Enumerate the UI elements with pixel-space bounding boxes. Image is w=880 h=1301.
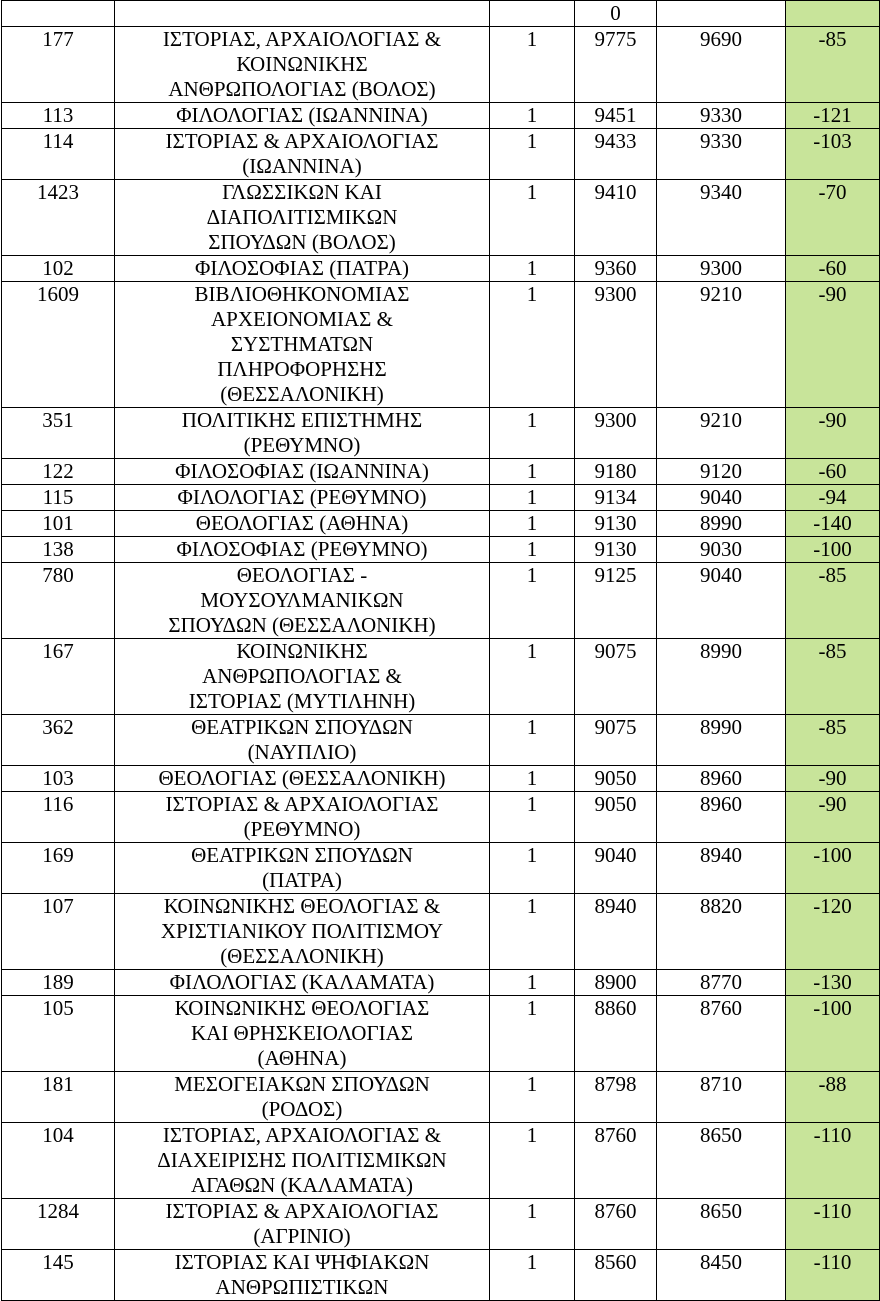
department-name-line: ΦΙΛΟΛΟΓΙΑΣ (ΡΕΘΥΜΝΟ) — [177, 485, 427, 509]
table-row — [2, 103, 880, 129]
current-score-cell: 8770 — [657, 970, 786, 996]
current-score-cell: 8990 — [657, 511, 786, 537]
score-difference-cell: -140 — [786, 511, 880, 537]
score-difference-cell: -90 — [786, 408, 880, 459]
department-name-cell — [115, 1072, 490, 1123]
table-row — [2, 563, 880, 639]
count-cell: 1 — [490, 1123, 575, 1199]
count-cell: 1 — [490, 1250, 575, 1301]
department-code-cell: 177 — [2, 27, 115, 103]
department-name-cell — [115, 459, 490, 485]
department-code-cell: 107 — [2, 894, 115, 970]
count-cell: 1 — [490, 459, 575, 485]
department-name-line: ΘΕΟΛΟΓΙΑΣ (ΘΕΣΣΑΛΟΝΙΚΗ) — [158, 766, 446, 790]
department-name-cell — [115, 639, 490, 715]
department-name-line: (ΘΕΣΣΑΛΟΝΙΚΗ) — [220, 382, 384, 406]
table-row — [2, 256, 880, 282]
department-name-line: ΜΕΣΟΓΕΙΑΚΩΝ ΣΠΟΥΔΩΝ — [174, 1072, 430, 1096]
department-name-line: (ΡΕΘΥΜΝΟ) — [243, 817, 361, 841]
score-difference-cell: -103 — [786, 129, 880, 180]
department-name-cell — [115, 843, 490, 894]
count-cell: 1 — [490, 843, 575, 894]
department-name-line: ΙΣΤΟΡΙΑΣ, ΑΡΧΑΙΟΛΟΓΙΑΣ & — [162, 1123, 442, 1147]
count-cell: 1 — [490, 27, 575, 103]
previous-score-cell: 8760 — [575, 1123, 657, 1199]
count-cell: 1 — [490, 511, 575, 537]
department-name-line: (ΙΩΑΝΝΙΝΑ) — [242, 154, 362, 178]
current-score-cell: 8760 — [657, 996, 786, 1072]
department-name-line: (ΘΕΣΣΑΛΟΝΙΚΗ) — [220, 944, 384, 968]
current-score-cell: 8710 — [657, 1072, 786, 1123]
score-difference-cell: -60 — [786, 256, 880, 282]
department-code-cell: 1423 — [2, 180, 115, 256]
table-row — [2, 843, 880, 894]
previous-score-cell: 9040 — [575, 843, 657, 894]
department-code-cell: 181 — [2, 1072, 115, 1123]
current-score-cell: 8450 — [657, 1250, 786, 1301]
department-code-cell: 1609 — [2, 282, 115, 408]
department-name-line: ΘΕΟΛΟΓΙΑΣ - — [236, 563, 368, 587]
department-name-cell — [115, 792, 490, 843]
previous-score-cell: 8860 — [575, 996, 657, 1072]
department-name-line: ΦΙΛΟΛΟΓΙΑΣ (ΚΑΛΑΜΑΤΑ) — [169, 970, 435, 994]
department-name-cell — [115, 180, 490, 256]
department-name-cell — [115, 1250, 490, 1301]
department-code-cell: 351 — [2, 408, 115, 459]
department-name-line: ΑΡΧΕΙΟΝΟΜΙΑΣ & — [211, 307, 393, 331]
department-name-cell — [115, 511, 490, 537]
score-difference-cell: -90 — [786, 792, 880, 843]
department-name-line: ΠΟΛΙΤΙΚΗΣ ΕΠΙΣΤΗΜΗΣ — [181, 408, 423, 432]
score-difference-cell: -88 — [786, 1072, 880, 1123]
department-name-line: ΦΙΛΟΣΟΦΙΑΣ (ΙΩΑΝΝΙΝΑ) — [175, 459, 429, 483]
header-cell-code — [2, 1, 115, 27]
score-difference-cell: -120 — [786, 894, 880, 970]
count-cell: 1 — [490, 996, 575, 1072]
current-score-cell: 9040 — [657, 485, 786, 511]
department-name-line: ΚΟΙΝΩΝΙΚΗΣ ΘΕΟΛΟΓΙΑΣ — [174, 996, 430, 1020]
score-difference-cell: -110 — [786, 1199, 880, 1250]
department-code-cell: 169 — [2, 843, 115, 894]
department-name-line: ΘΕΑΤΡΙΚΩΝ ΣΠΟΥΔΩΝ — [191, 843, 413, 867]
department-name-line: (ΑΘΗΝΑ) — [257, 1046, 347, 1070]
department-code-cell: 113 — [2, 103, 115, 129]
department-name-line: ΙΣΤΟΡΙΑΣ & ΑΡΧΑΙΟΛΟΓΙΑΣ — [165, 792, 439, 816]
department-name-line: ΙΣΤΟΡΙΑΣ, ΑΡΧΑΙΟΛΟΓΙΑΣ & — [162, 27, 442, 51]
table-row — [2, 639, 880, 715]
department-name-line: ΑΝΘΡΩΠΟΛΟΓΙΑΣ & — [202, 664, 402, 688]
previous-score-cell: 9360 — [575, 256, 657, 282]
department-name-line: (ΡΟΔΟΣ) — [261, 1097, 343, 1121]
previous-score-cell: 8940 — [575, 894, 657, 970]
table-row — [2, 766, 880, 792]
department-name-cell — [115, 715, 490, 766]
table-row — [2, 485, 880, 511]
department-name-line: (ΝΑΥΠΛΙΟ) — [247, 740, 357, 764]
score-difference-cell: -121 — [786, 103, 880, 129]
score-difference-cell: -110 — [786, 1250, 880, 1301]
count-cell: 1 — [490, 129, 575, 180]
department-code-cell: 122 — [2, 459, 115, 485]
header-cell-curr — [657, 1, 786, 27]
department-code-cell: 103 — [2, 766, 115, 792]
table-row — [2, 129, 880, 180]
count-cell: 1 — [490, 408, 575, 459]
table-row — [2, 1199, 880, 1250]
count-cell: 1 — [490, 792, 575, 843]
score-difference-cell: -85 — [786, 27, 880, 103]
previous-score-cell: 9134 — [575, 485, 657, 511]
count-cell: 1 — [490, 537, 575, 563]
department-name-cell — [115, 282, 490, 408]
department-code-cell: 1284 — [2, 1199, 115, 1250]
table-row — [2, 1123, 880, 1199]
department-name-line: ΜΟΥΣΟΥΛΜΑΝΙΚΩΝ — [200, 588, 404, 612]
header-cell-diff — [786, 1, 880, 27]
department-name-cell — [115, 996, 490, 1072]
previous-score-cell: 9300 — [575, 408, 657, 459]
department-code-cell: 362 — [2, 715, 115, 766]
previous-score-cell: 9075 — [575, 639, 657, 715]
current-score-cell: 9210 — [657, 408, 786, 459]
department-code-cell: 780 — [2, 563, 115, 639]
table-row — [2, 459, 880, 485]
table-row — [2, 511, 880, 537]
previous-score-cell: 8560 — [575, 1250, 657, 1301]
previous-score-cell: 9125 — [575, 563, 657, 639]
table-row — [2, 715, 880, 766]
previous-score-cell: 9451 — [575, 103, 657, 129]
score-difference-cell: -85 — [786, 639, 880, 715]
previous-score-cell: 9300 — [575, 282, 657, 408]
department-name-cell — [115, 766, 490, 792]
current-score-cell: 9040 — [657, 563, 786, 639]
previous-score-cell: 9130 — [575, 537, 657, 563]
department-name-line: ΔΙΑΠΟΛΙΤΙΣΜΙΚΩΝ — [206, 205, 398, 229]
current-score-cell: 8820 — [657, 894, 786, 970]
table-row — [2, 408, 880, 459]
department-name-line: ΚΟΙΝΩΝΙΚΗΣ ΘΕΟΛΟΓΙΑΣ & — [163, 894, 441, 918]
count-cell: 1 — [490, 256, 575, 282]
table-row — [2, 27, 880, 103]
current-score-cell: 9210 — [657, 282, 786, 408]
previous-score-cell: 9050 — [575, 766, 657, 792]
count-cell: 1 — [490, 970, 575, 996]
department-code-cell: 189 — [2, 970, 115, 996]
department-name-line: ΑΓΑΘΩΝ (ΚΑΛΑΜΑΤΑ) — [190, 1173, 414, 1197]
table-row — [2, 996, 880, 1072]
table-row — [2, 180, 880, 256]
count-cell: 1 — [490, 1199, 575, 1250]
department-name-line: ΦΙΛΟΣΟΦΙΑΣ (ΡΕΘΥΜΝΟ) — [176, 537, 428, 561]
score-difference-cell: -70 — [786, 180, 880, 256]
header-cell-n — [490, 1, 575, 27]
department-code-cell: 102 — [2, 256, 115, 282]
table-row — [2, 1250, 880, 1301]
score-difference-cell: -85 — [786, 563, 880, 639]
previous-score-cell: 9050 — [575, 792, 657, 843]
table-row — [2, 970, 880, 996]
previous-score-cell: 9433 — [575, 129, 657, 180]
current-score-cell: 8990 — [657, 715, 786, 766]
department-name-line: ΚΑΙ ΘΡΗΣΚΕΙΟΛΟΓΙΑΣ — [190, 1021, 413, 1045]
count-cell: 1 — [490, 103, 575, 129]
department-name-line: ΣΥΣΤΗΜΑΤΩΝ — [230, 332, 374, 356]
score-difference-cell: -60 — [786, 459, 880, 485]
previous-score-cell: 9410 — [575, 180, 657, 256]
table-row — [2, 282, 880, 408]
table-row — [2, 792, 880, 843]
department-name-line: ΑΝΘΡΩΠΙΣΤΙΚΩΝ — [215, 1275, 389, 1299]
current-score-cell: 9690 — [657, 27, 786, 103]
score-difference-cell: -100 — [786, 996, 880, 1072]
table-body — [2, 1, 880, 1301]
score-difference-cell: -94 — [786, 485, 880, 511]
department-code-cell: 145 — [2, 1250, 115, 1301]
department-name-cell — [115, 970, 490, 996]
current-score-cell: 8650 — [657, 1123, 786, 1199]
count-cell: 1 — [490, 715, 575, 766]
count-cell: 1 — [490, 485, 575, 511]
department-code-cell: 101 — [2, 511, 115, 537]
department-name-line: ΘΕΑΤΡΙΚΩΝ ΣΠΟΥΔΩΝ — [191, 715, 413, 739]
header-cell-prev: 0 — [575, 1, 657, 27]
department-name-line: ΚΟΙΝΩΝΙΚΗΣ — [236, 639, 368, 663]
current-score-cell: 8990 — [657, 639, 786, 715]
previous-score-cell: 8760 — [575, 1199, 657, 1250]
previous-score-cell: 9180 — [575, 459, 657, 485]
department-name-cell — [115, 1123, 490, 1199]
department-name-line: (ΑΓΡΙΝΙΟ) — [253, 1224, 351, 1248]
score-difference-cell: -100 — [786, 537, 880, 563]
department-name-cell — [115, 563, 490, 639]
current-score-cell: 8650 — [657, 1199, 786, 1250]
current-score-cell: 9030 — [657, 537, 786, 563]
current-score-cell: 9120 — [657, 459, 786, 485]
department-code-cell: 116 — [2, 792, 115, 843]
score-difference-cell: -90 — [786, 282, 880, 408]
department-name-line: ΙΣΤΟΡΙΑΣ ΚΑΙ ΨΗΦΙΑΚΩΝ — [174, 1250, 430, 1274]
department-name-line: ΦΙΛΟΛΟΓΙΑΣ (ΙΩΑΝΝΙΝΑ) — [176, 103, 428, 127]
department-name-line: ΒΙΒΛΙΟΘΗΚΟΝΟΜΙΑΣ — [194, 282, 410, 306]
department-name-cell — [115, 256, 490, 282]
current-score-cell: 9330 — [657, 103, 786, 129]
department-name-line: (ΡΕΘΥΜΝΟ) — [243, 433, 361, 457]
department-name-cell — [115, 485, 490, 511]
department-name-cell — [115, 537, 490, 563]
score-difference-cell: -100 — [786, 843, 880, 894]
department-name-cell — [115, 408, 490, 459]
department-code-cell: 114 — [2, 129, 115, 180]
department-name-cell — [115, 103, 490, 129]
department-name-line: ΙΣΤΟΡΙΑΣ (ΜΥΤΙΛΗΝΗ) — [188, 689, 416, 713]
current-score-cell: 9330 — [657, 129, 786, 180]
count-cell: 1 — [490, 1072, 575, 1123]
department-name-line: ΧΡΙΣΤΙΑΝΙΚΟΥ ΠΟΛΙΤΙΣΜΟΥ — [160, 919, 444, 943]
department-code-cell: 115 — [2, 485, 115, 511]
department-name-cell — [115, 1199, 490, 1250]
department-name-line: ΚΟΙΝΩΝΙΚΗΣ — [236, 52, 368, 76]
table-row — [2, 894, 880, 970]
department-code-cell: 104 — [2, 1123, 115, 1199]
header-cell-dept — [115, 1, 490, 27]
count-cell: 1 — [490, 639, 575, 715]
count-cell: 1 — [490, 894, 575, 970]
score-difference-cell: -90 — [786, 766, 880, 792]
current-score-cell: 8960 — [657, 792, 786, 843]
department-code-cell: 167 — [2, 639, 115, 715]
department-name-cell — [115, 894, 490, 970]
scores-table — [1, 0, 880, 1301]
current-score-cell: 8940 — [657, 843, 786, 894]
table-row — [2, 537, 880, 563]
current-score-cell: 8960 — [657, 766, 786, 792]
department-name-line: ΑΝΘΡΩΠΟΛΟΓΙΑΣ (ΒΟΛΟΣ) — [168, 77, 436, 101]
score-difference-cell: -130 — [786, 970, 880, 996]
department-name-line: ΙΣΤΟΡΙΑΣ & ΑΡΧΑΙΟΛΟΓΙΑΣ — [165, 129, 439, 153]
count-cell: 1 — [490, 282, 575, 408]
department-name-line: ΓΛΩΣΣΙΚΩΝ ΚΑΙ — [222, 180, 382, 204]
score-difference-cell: -85 — [786, 715, 880, 766]
previous-score-cell: 8900 — [575, 970, 657, 996]
department-name-line: ΙΣΤΟΡΙΑΣ & ΑΡΧΑΙΟΛΟΓΙΑΣ — [165, 1199, 439, 1223]
table-row — [2, 1072, 880, 1123]
previous-score-cell: 9075 — [575, 715, 657, 766]
previous-score-cell: 9775 — [575, 27, 657, 103]
score-difference-cell: -110 — [786, 1123, 880, 1199]
count-cell: 1 — [490, 563, 575, 639]
current-score-cell: 9340 — [657, 180, 786, 256]
previous-score-cell: 9130 — [575, 511, 657, 537]
department-name-line: ΣΠΟΥΔΩΝ (ΒΟΛΟΣ) — [208, 230, 396, 254]
department-name-line: ΘΕΟΛΟΓΙΑΣ (ΑΘΗΝΑ) — [195, 511, 409, 535]
department-name-line: ΣΠΟΥΔΩΝ (ΘΕΣΣΑΛΟΝΙΚΗ) — [168, 613, 436, 637]
table-header-row — [2, 1, 880, 27]
count-cell: 1 — [490, 180, 575, 256]
previous-score-cell: 8798 — [575, 1072, 657, 1123]
current-score-cell: 9300 — [657, 256, 786, 282]
count-cell: 1 — [490, 766, 575, 792]
department-code-cell: 105 — [2, 996, 115, 1072]
department-name-line: ΔΙΑΧΕΙΡΙΣΗΣ ΠΟΛΙΤΙΣΜΙΚΩΝ — [157, 1148, 447, 1172]
department-name-cell — [115, 129, 490, 180]
department-code-cell: 138 — [2, 537, 115, 563]
department-name-line: ΠΛΗΡΟΦΟΡΗΣΗΣ — [217, 357, 387, 381]
department-name-cell — [115, 27, 490, 103]
department-name-line: ΦΙΛΟΣΟΦΙΑΣ (ΠΑΤΡΑ) — [194, 256, 410, 280]
department-name-line: (ΠΑΤΡΑ) — [262, 868, 342, 892]
